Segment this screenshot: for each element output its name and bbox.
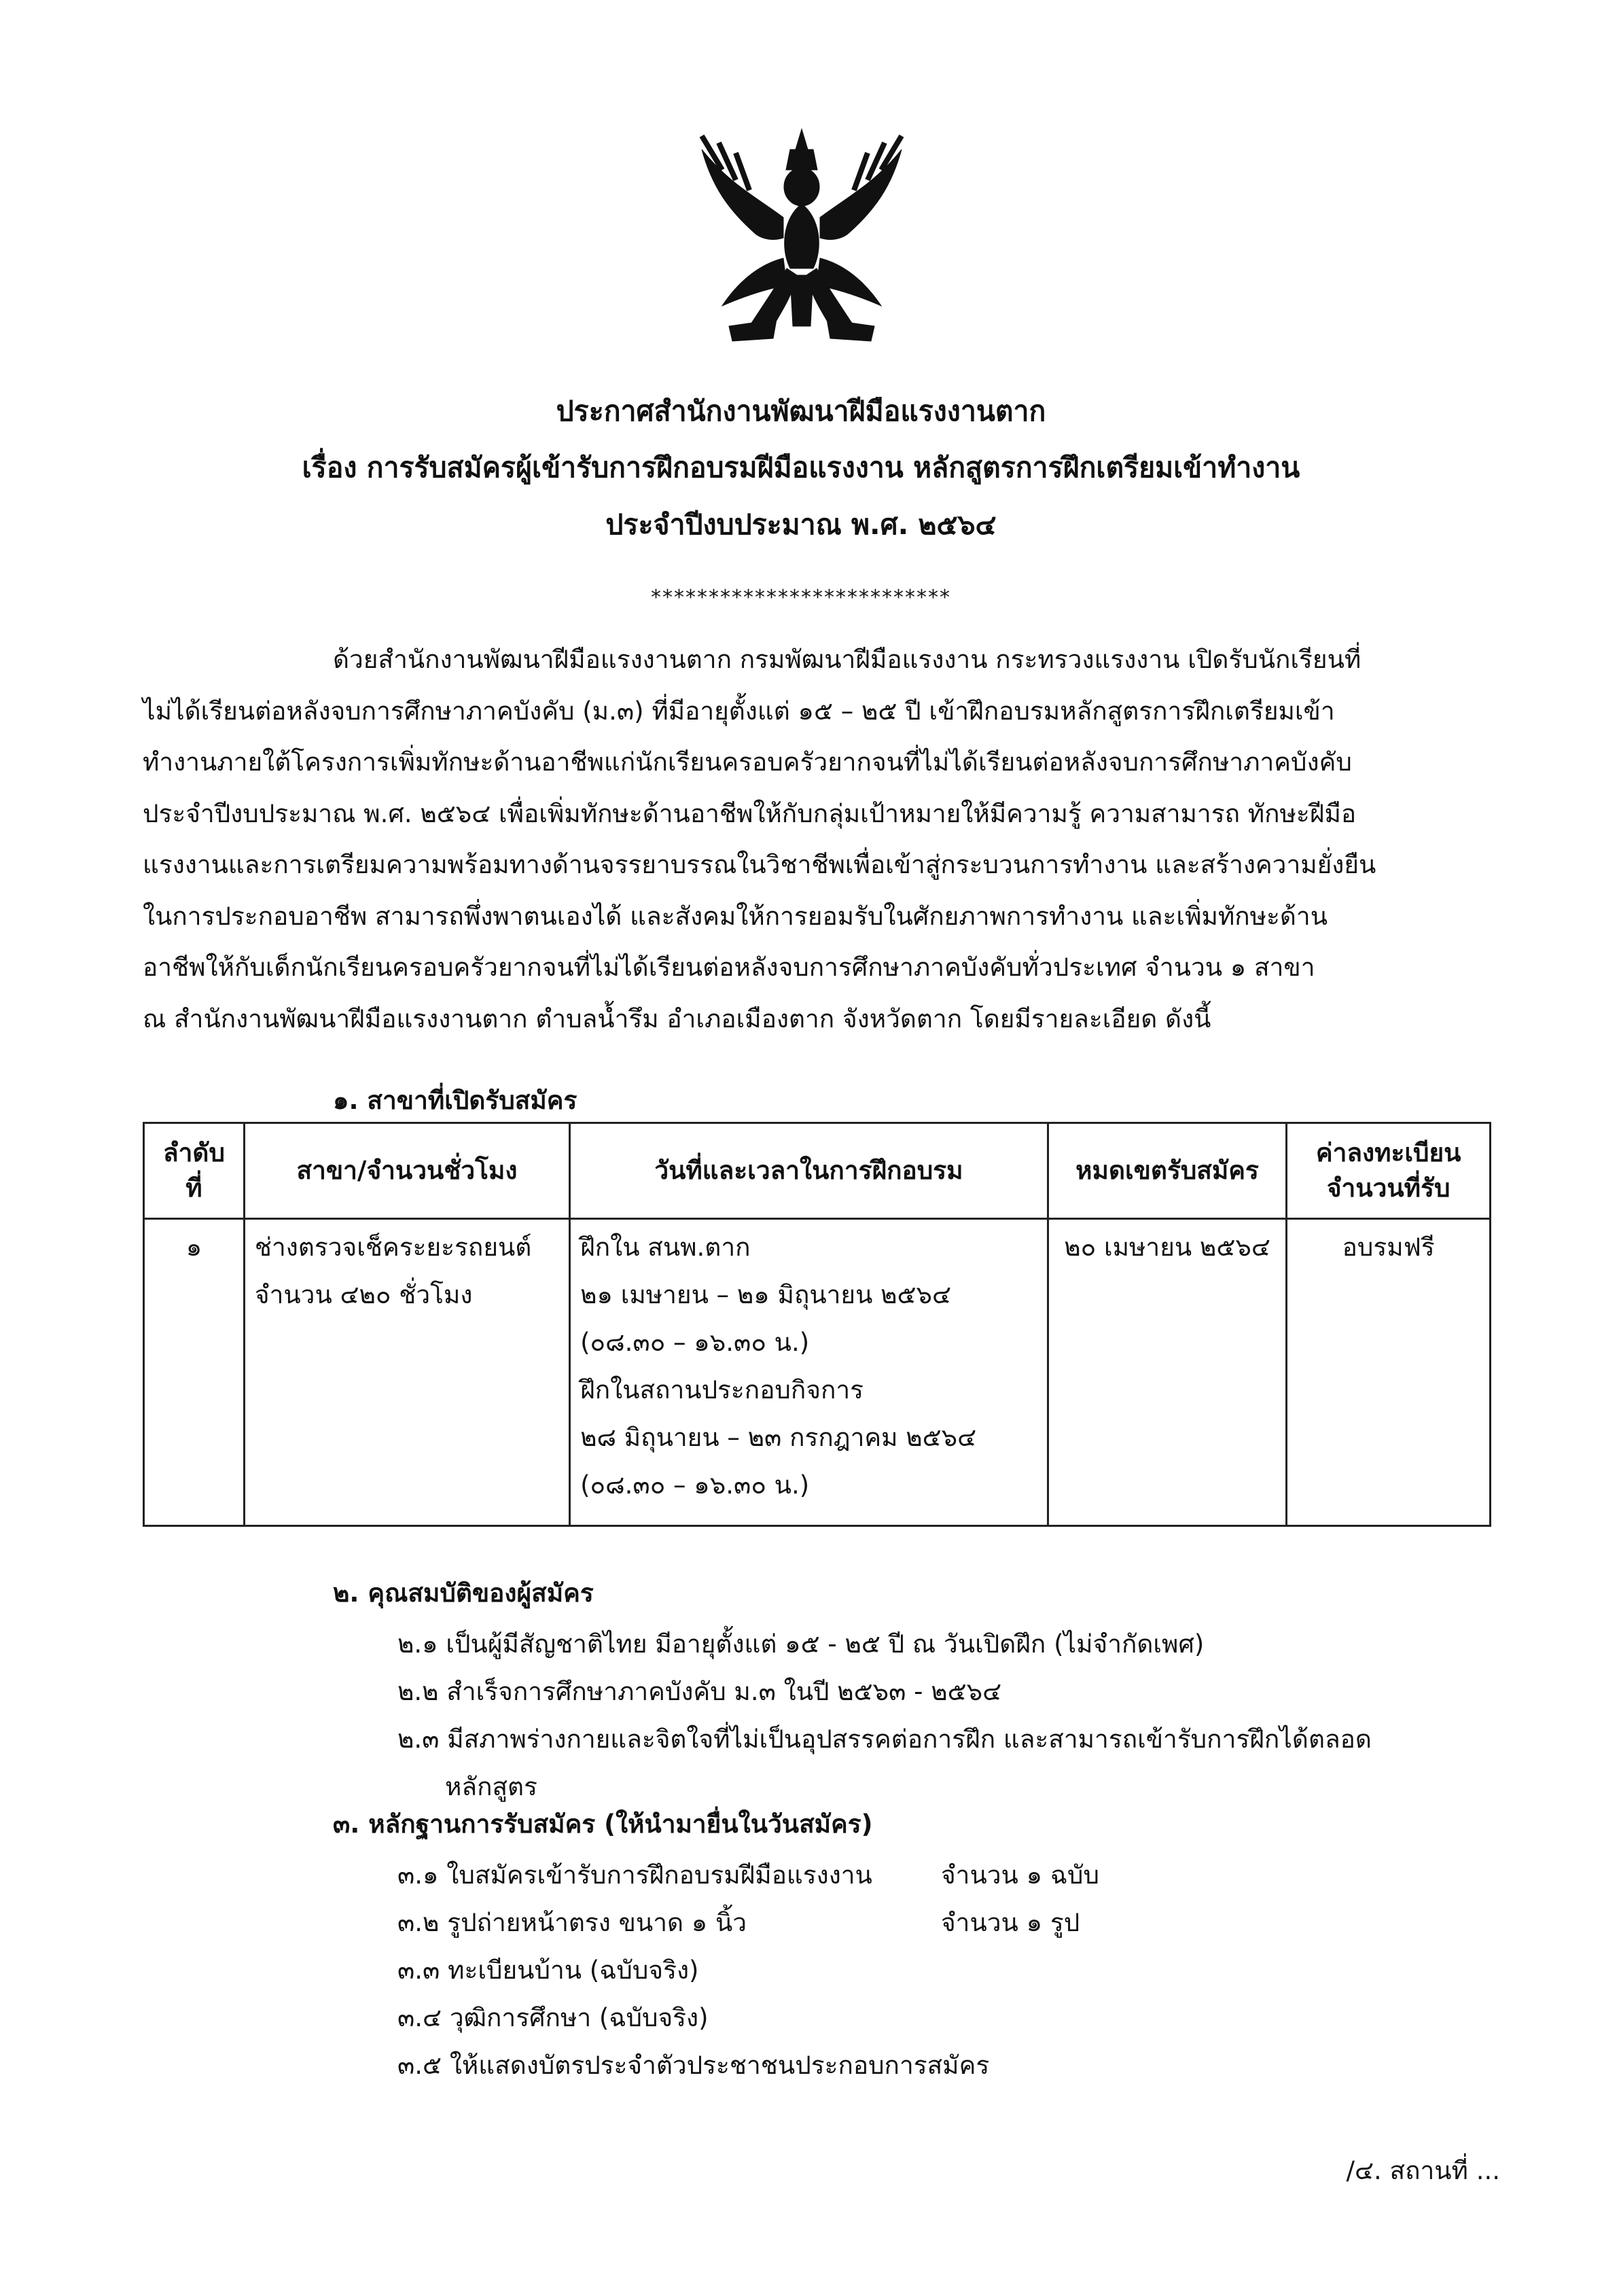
list-item-continuation: หลักสูตร	[445, 1772, 537, 1801]
cell-order: ๑	[144, 1219, 245, 1526]
col-header-schedule: วันที่และเวลาในการฝึกอบรม	[570, 1123, 1048, 1219]
cell-fee: อบรมฟรี	[1287, 1219, 1491, 1526]
intro-line: ทำงานภายใต้โครงการเพิ่มทักษะด้านอาชีพแก่นักเรียนครอบครัวยากจนที่ไม่ได้เรียนต่อหลังจบการศึกษาภาคบังคับ	[143, 747, 1352, 777]
section-2-heading: ๒. คุณสมบัติของผู้สมัคร	[333, 1578, 594, 1608]
col-header-order: ลำดับ ที่	[144, 1123, 245, 1219]
announcement-fiscal-year: ประจำปีงบประมาณ พ.ศ. ๒๕๖๔	[605, 508, 997, 541]
list-item: ๓.๕ ให้แสดงบัตรประจำตัวประชาชนประกอบการสมัคร	[397, 2051, 990, 2080]
qualifications-list	[397, 1621, 1372, 1811]
quantity: จำนวน ๑ รูป	[941, 1908, 1080, 1937]
list-item: ๓.๑ ใบสมัครเข้ารับการฝึกอบรมฝีมือแรงงาน จำนวน ๑ ฉบับ	[397, 1852, 989, 1899]
table-header-row	[144, 1123, 1491, 1219]
list-item: ๓.๓ ทะเบียนบ้าน (ฉบับจริง)	[397, 1956, 699, 1985]
intro-line: ประจำปีงบประมาณ พ.ศ. ๒๕๖๔ เพื่อเพิ่มทักษะด้านอาชีพให้กับกลุ่มเป้าหมายให้มีความรู้ ความสามารถ ทักษะฝีมือ	[143, 798, 1357, 828]
section-3-heading: ๓. หลักฐานการรับสมัคร (ให้นำมายื่นในวันสมัคร)	[333, 1809, 873, 1839]
list-item: ๒.๑ เป็นผู้มีสัญชาติไทย มีอายุตั้งแต่ ๑๕ - ๒๕ ปี ณ วันเปิดฝึก (ไม่จำกัดเพศ)	[397, 1629, 1205, 1659]
intro-line: ณ สำนักงานพัฒนาฝีมือแรงงานตาก ตำบลน้ำรึม อำเภอเมืองตาก จังหวัดตาก โดยมีรายละเอียด ดังนี้	[143, 1004, 1211, 1034]
list-item: ๓.๔ วุฒิการศึกษา (ฉบับจริง)	[397, 2003, 709, 2032]
next-page-marker: /๔. สถานที่ ...	[1346, 2156, 1500, 2185]
intro-line: อาชีพให้กับเด็กนักเรียนครอบครัวยากจนที่ไม่ได้เรียนต่อหลังจบการศึกษาภาคบังคับทั่วประเทศ จำนวน ๑ สาขา	[143, 953, 1315, 982]
list-item: ๓.๒ รูปถ่ายหน้าตรง ขนาด ๑ นิ้ว จำนวน ๑ รูป	[397, 1899, 989, 1947]
section-1-heading: ๑. สาขาที่เปิดรับสมัคร	[333, 1086, 577, 1115]
col-header-fee: ค่าลงทะเบียน จำนวนที่รับ	[1287, 1123, 1491, 1219]
separator: **************************	[651, 586, 951, 610]
garuda-emblem-icon	[681, 122, 923, 350]
intro-line: ไม่ได้เรียนต่อหลังจบการศึกษาภาคบังคับ (ม.๓) ที่มีอายุตั้งแต่ ๑๕ – ๒๕ ปี เข้าฝึกอบรมหลักสูตรการฝึกเตรียมเข้า	[143, 696, 1335, 726]
intro-line: แรงงานและการเตรียมความพร้อมทางด้านจรรยาบรรณในวิชาชีพเพื่อเข้าสู่กระบวนการทำงาน และสร้างความยั่งยืน	[143, 850, 1376, 879]
cell-branch: ช่างตรวจเช็คระยะรถยนต์ จำนวน ๔๒๐ ชั่วโมง	[244, 1219, 569, 1526]
cell-schedule: ฝึกใน สนพ.ตาก ๒๑ เมษายน – ๒๑ มิถุนายน ๒๕๖๔ (๐๘.๓๐ – ๑๖.๓๐ น.) ฝึกในสถานประกอบกิจการ ๒๘ มิถุนายน – ๒๓ กรกฎาคม ๒๕๖๔ (๐๘.๓๐ – ๑๖.๓๐ น.)	[570, 1219, 1048, 1526]
intro-line: ด้วยสำนักงานพัฒนาฝีมือแรงงานตาก กรมพัฒนาฝีมือแรงงาน กระทรวงแรงงาน เปิดรับนักเรียนที่	[333, 645, 1361, 674]
col-header-deadline: หมดเขตรับสมัคร	[1048, 1123, 1287, 1219]
intro-paragraph	[143, 634, 1495, 1044]
col-header-branch: สาขา/จำนวนชั่วโมง	[244, 1123, 569, 1219]
documents-list	[397, 1852, 1100, 2089]
announcement-subject: เรื่อง การรับสมัครผู้เข้ารับการฝึกอบรมฝีมือแรงงาน หลักสูตรการฝึกเตรียมเข้าทำงาน	[302, 451, 1300, 484]
quantity: จำนวน ๑ ฉบับ	[941, 1860, 1100, 1890]
list-item: ๒.๒ สำเร็จการศึกษาภาคบังคับ ม.๓ ในปี ๒๕๖๓ - ๒๕๖๔	[397, 1677, 1002, 1706]
intro-line: ในการประกอบอาชีพ สามารถพึ่งพาตนเองได้ และสังคมให้การยอมรับในศักยภาพการทำงาน และเพิ่มทักษะด้าน	[143, 901, 1328, 931]
branch-table	[143, 1122, 1491, 1527]
table-row	[144, 1219, 1491, 1526]
list-item: ๒.๓ มีสภาพร่างกายและจิตใจที่ไม่เป็นอุปสรรคต่อการฝึก และสามารถเข้ารับการฝึกได้ตลอด	[397, 1725, 1372, 1754]
announcement-title: ประกาศสำนักงานพัฒนาฝีมือแรงงานตาก	[556, 395, 1046, 427]
cell-deadline: ๒๐ เมษายน ๒๕๖๔	[1048, 1219, 1287, 1526]
